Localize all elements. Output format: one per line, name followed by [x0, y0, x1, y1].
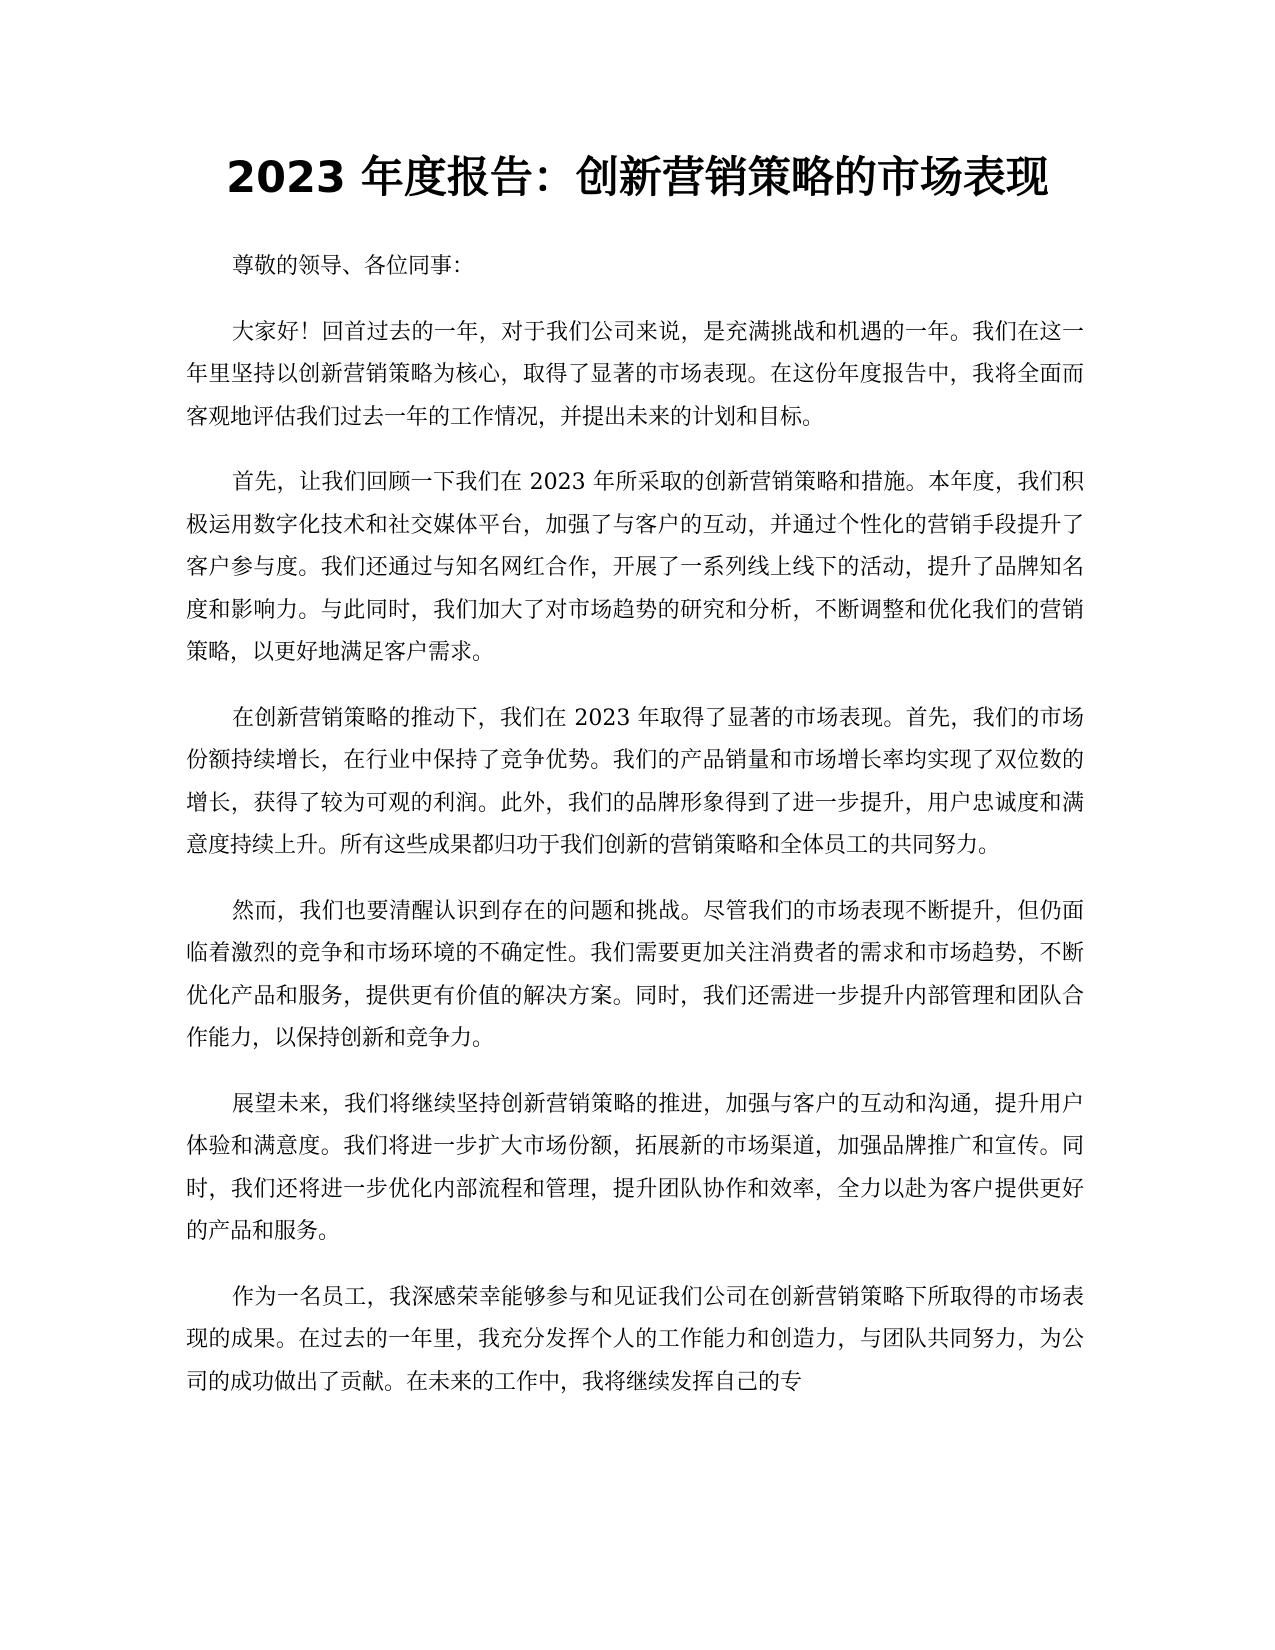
body-paragraph: 然而，我们也要清醒认识到存在的问题和挑战。尽管我们的市场表现不断提升，但仍面临着激烈的竞争和市场环境的不确定性。我们需要更加关注消费者的需求和市场趋势，不断优化产品和服务，提供更有价值的解决方案。同时，我们还需进一步提升内部管理和团队合作能力，以保持创新和竞争力。	[186, 898, 1084, 1051]
body-paragraph: 在创新营销策略的推动下，我们在 2023 年取得了显著的市场表现。首先，我们的市场份额持续增长，在行业中保持了竞争优势。我们的产品销量和市场增长率均实现了双位数的增长，获得了较为可观的利润。此外，我们的品牌形象得到了进一步提升，用户忠诚度和满意度持续上升。所有这些成果都归功于我们创新的营销策略和全体员工的共同努力。	[186, 705, 1084, 858]
body-paragraph: 大家好！回首过去的一年，对于我们公司来说，是充满挑战和机遇的一年。我们在这一年里坚持以创新营销策略为核心，取得了显著的市场表现。在这份年度报告中，我将全面而客观地评估我们过去一年的工作情况，并提出未来的计划和目标。	[186, 319, 1084, 430]
body-paragraph: 首先，让我们回顾一下我们在 2023 年所采取的创新营销策略和措施。本年度，我们积极运用数字化技术和社交媒体平台，加强了与客户的互动，并通过个性化的营销手段提升了客户参与度。我们还通过与知名网红合作，开展了一系列线上线下的活动，提升了品牌知名度和影响力。与此同时，我们加大了对市场趋势的研究和分析，不断调整和优化我们的营销策略，以更好地满足客户需求。	[186, 470, 1084, 665]
salutation-paragraph: 尊敬的领导、各位同事：	[232, 254, 475, 279]
document-title: 2023 年度报告：创新营销策略的市场表现	[226, 153, 1049, 203]
body-paragraph: 作为一名员工，我深感荣幸能够参与和见证我们公司在创新营销策略下所取得的市场表现的成果。在过去的一年里，我充分发挥个人的工作能力和创造力，与团队共同努力，为公司的成功做出了贡献。在未来的工作中，我将继续发挥自己的专	[186, 1284, 1084, 1395]
body-paragraph: 展望未来，我们将继续坚持创新营销策略的推进，加强与客户的互动和沟通，提升用户体验和满意度。我们将进一步扩大市场份额，拓展新的市场渠道，加强品牌推广和宣传。同时，我们还将进一步优化内部流程和管理，提升团队协作和效率，全力以赴为客户提供更好的产品和服务。	[186, 1091, 1084, 1244]
document-body	[186, 246, 1084, 1427]
